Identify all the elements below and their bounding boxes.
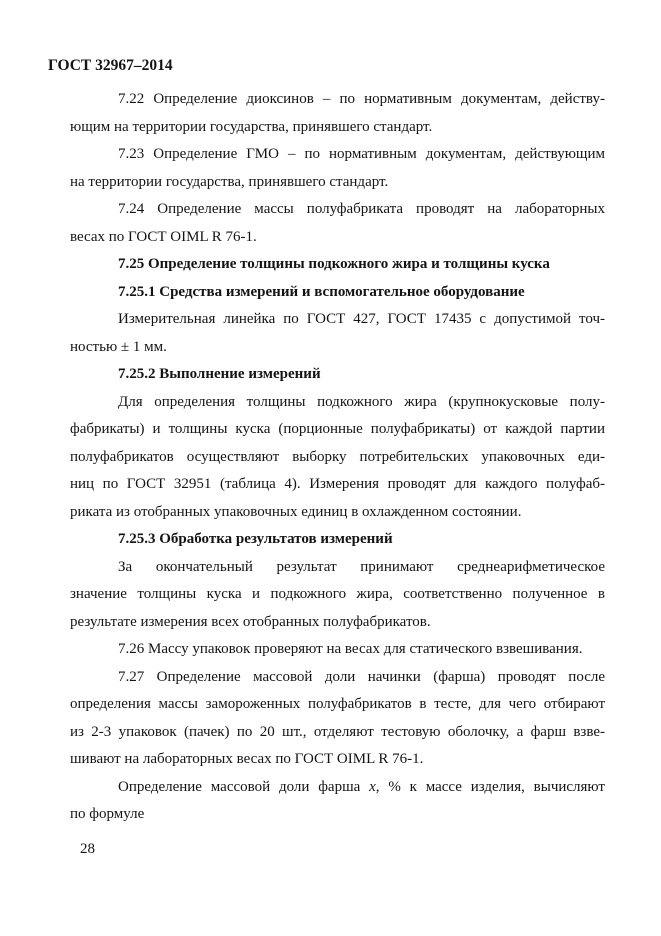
clause-7-25-1-heading: 7.25.1 Средства измерений и вспомогательное оборудование: [118, 283, 525, 300]
measuring-tools-text: [70, 306, 605, 361]
clause-7-27-line-4: шивают на лабораторных весах по ГОСТ OIML R 76-1.: [70, 751, 424, 767]
measurement-procedure-text-line-5: риката из отобранных упаковочных единиц в охлажденном состоянии.: [70, 503, 522, 520]
clause-7-23-line-1: 7.23 Определение ГМО – по нормативным документам, действующим: [118, 146, 605, 162]
clause-7-27-line-2: определения массы замороженных полуфабрикатов в тесте, для чего отбирают: [70, 696, 605, 712]
result-processing-text: [70, 554, 605, 637]
clause-7-27: [70, 664, 605, 774]
clause-7-22-line-1: 7.22 Определение диоксинов – по нормативным документам, действу-: [118, 91, 605, 107]
clause-7-25: [70, 251, 605, 279]
clause-7-27-line-1: 7.27 Определение массовой доли начинки (фарша) проводят после: [118, 668, 605, 685]
clause-7-22: [70, 86, 605, 141]
filling-fraction-formula-intro-line-2: по формуле: [70, 806, 145, 822]
clause-7-27-line-3: из 2-3 упаковок (пачек) по 20 шт., отделяют тестовую оболочку, а фарш взве-: [70, 723, 605, 740]
clause-7-25-heading: 7.25 Определение толщины подкожного жира и толщины куска: [118, 256, 550, 272]
measuring-tools-text-line-2: ностью ± 1 мм.: [70, 338, 167, 355]
clause-7-24: [70, 196, 605, 251]
measurement-procedure-text-line-3: полуфабрикатов осуществляют выборку потребительских упаковочных еди-: [70, 448, 605, 465]
document-body: [70, 86, 605, 829]
filling-fraction-formula-intro-line-1: [70, 774, 605, 802]
measuring-tools-text-line-1: Измерительная линейка по ГОСТ 427, ГОСТ 17435 с допустимой точ-: [118, 311, 605, 327]
result-processing-text-line-2: значение толщины куска и подкожного жира, соответственно полученное в: [70, 586, 605, 602]
clause-7-26: [70, 636, 605, 664]
clause-7-25-2-heading: 7.25.2 Выполнение измерений: [118, 366, 321, 382]
clause-7-25-3-heading: 7.25.3 Обработка результатов измерений: [118, 531, 393, 547]
formula-intro-text-after: , % к массе изделия, вычисляют: [375, 778, 605, 795]
formula-variable-x: x: [369, 778, 376, 795]
measurement-procedure-text-line-2: фабрикаты) и толщины куска (порционные полуфабрикаты) от каждой партии: [70, 421, 605, 437]
measurement-procedure-text-line-1: Для определения толщины подкожного жира (крупнокусковые полу-: [118, 393, 605, 410]
result-processing-text-line-1: За окончательный результат принимают среднеарифметическое: [118, 558, 605, 575]
measurement-procedure-text-line-4: ниц по ГОСТ 32951 (таблица 4). Измерения проводят для каждого полуфаб-: [70, 476, 605, 492]
clause-7-23-line-2: на территории государства, принявшего стандарт.: [70, 173, 389, 190]
result-processing-text-line-3: результате измерения всех отобранных полуфабрикатов.: [70, 613, 431, 630]
clause-7-24-line-1: 7.24 Определение массы полуфабриката проводят на лабораторных: [118, 201, 605, 217]
filling-fraction-formula-intro: [70, 774, 605, 829]
clause-7-25-2: [70, 361, 605, 389]
measurement-procedure-text: [70, 389, 605, 527]
clause-7-23: [70, 141, 605, 196]
clause-7-26-line-1: 7.26 Массу упаковок проверяют на весах для статического взвешивания.: [118, 641, 583, 657]
clause-7-25-3: [70, 526, 605, 554]
clause-7-24-line-2: весах по ГОСТ OIML R 76-1.: [70, 228, 257, 245]
clause-7-22-line-2: ющим на территории государства, принявшего стандарт.: [70, 118, 433, 135]
page-number: 28: [80, 841, 95, 857]
formula-intro-text-before: Определение массовой доли фарша: [118, 778, 370, 795]
document-code-header: ГОСТ 32967–2014: [48, 57, 173, 74]
clause-7-25-1: [70, 279, 605, 307]
